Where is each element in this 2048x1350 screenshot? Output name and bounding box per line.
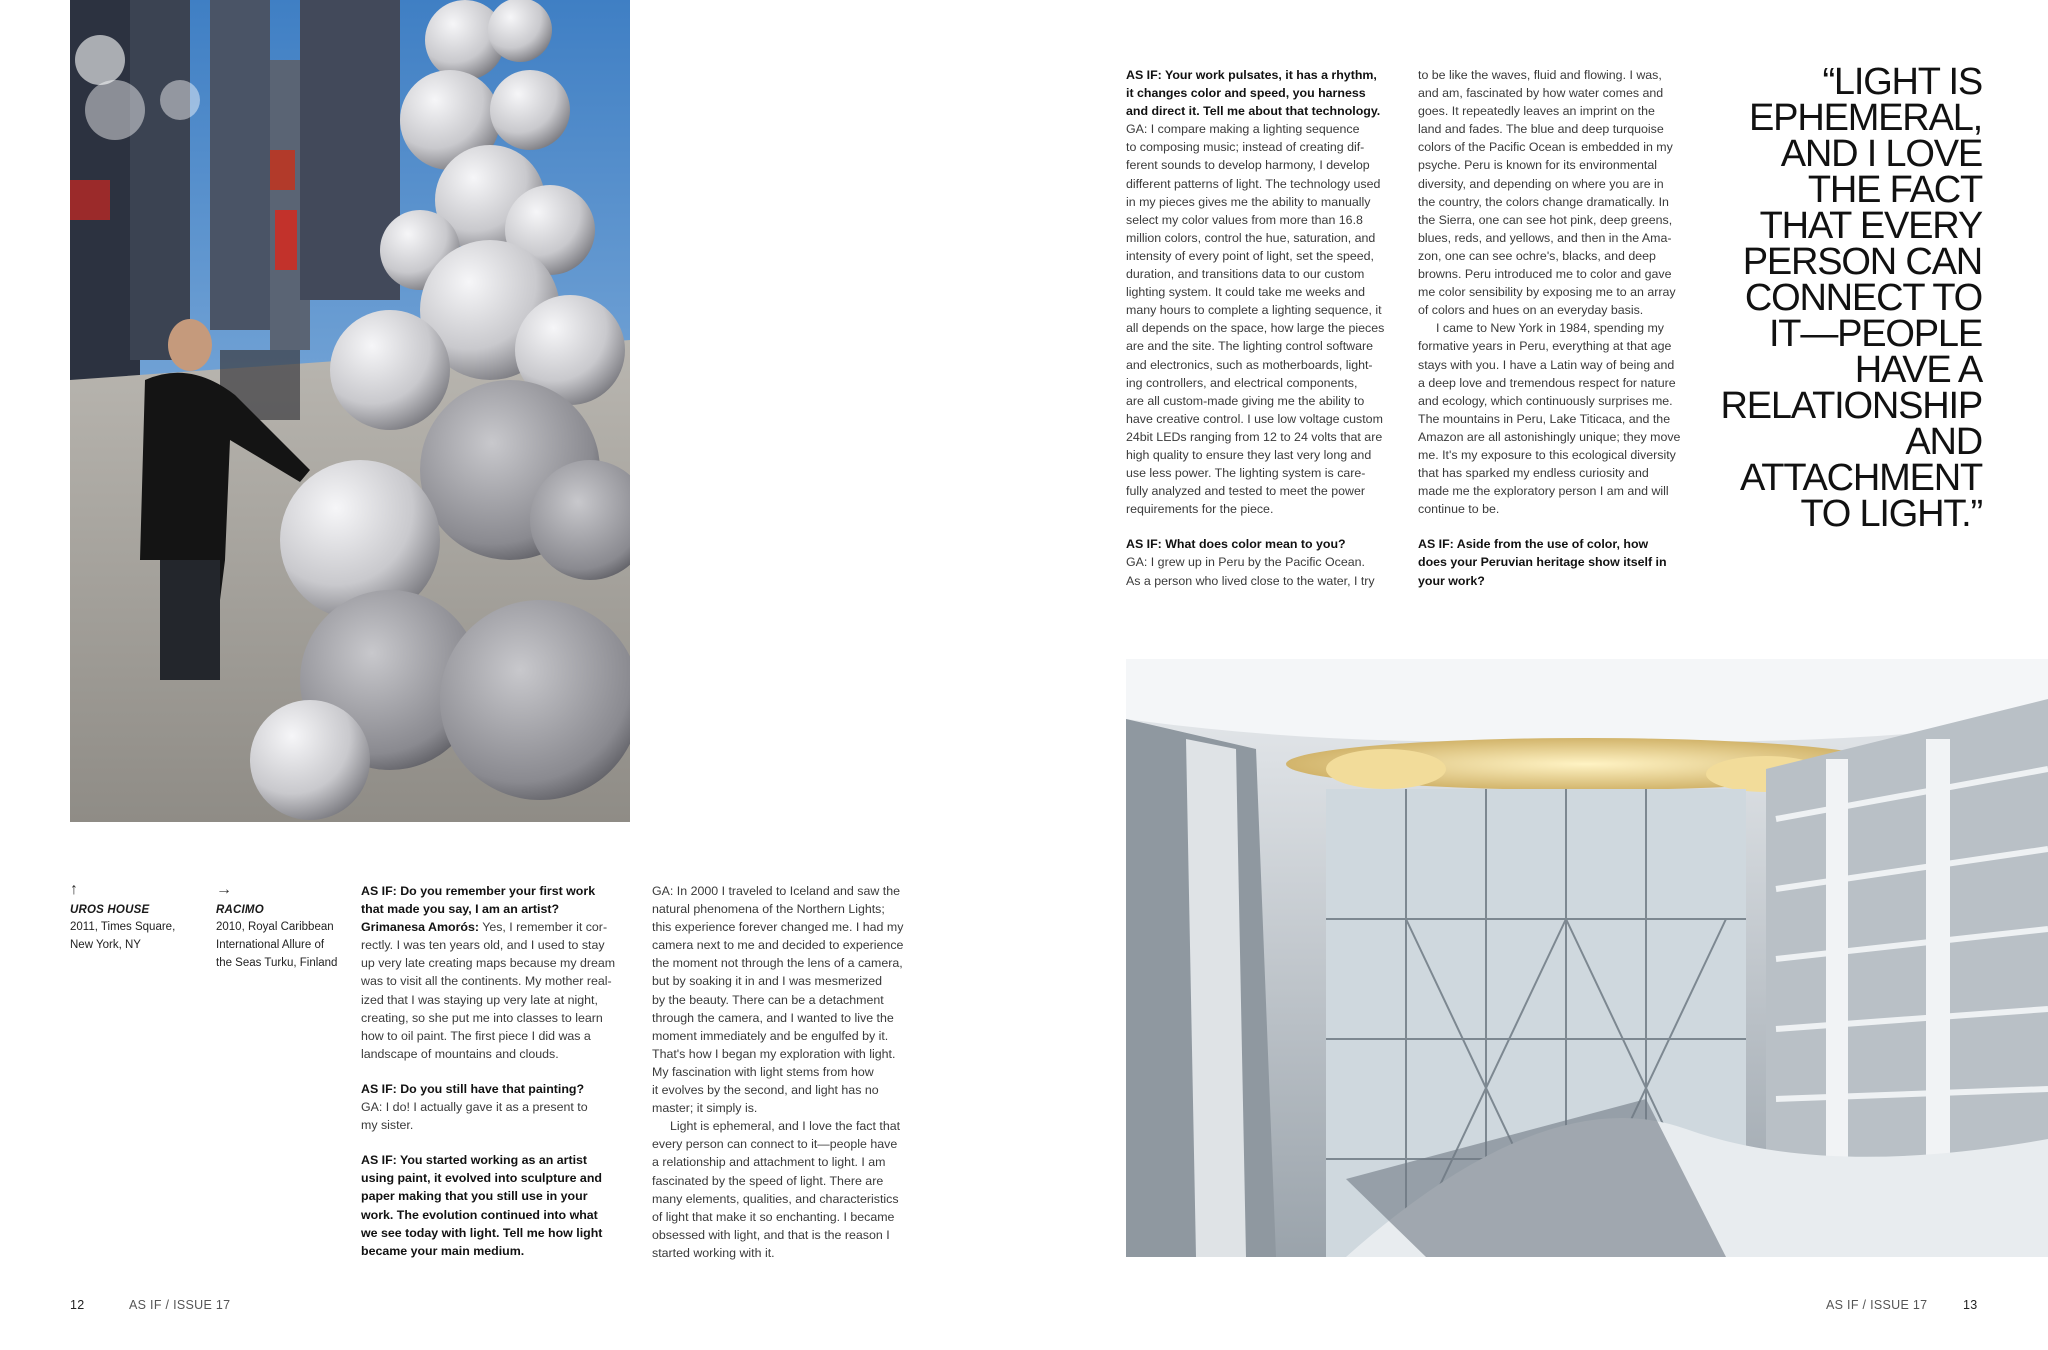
paragraph-line: a deep love and tremendous respect for nature <box>1418 375 1676 390</box>
paragraph-line: diversity, and depending on where you are in <box>1418 176 1664 191</box>
answer-line: how to oil paint. The first piece I did was a <box>361 1028 591 1043</box>
paragraph-line: moment immediately and be engulfed by it. <box>652 1028 889 1043</box>
article-column-4 <box>1418 66 1698 590</box>
answer-line: rectly. I was ten years old, and I used to stay <box>361 938 605 953</box>
answer-line: was to visit all the continents. My mother real- <box>361 974 612 989</box>
paragraph-line: but by soaking it in and I was mesmerized <box>652 974 883 989</box>
paragraph-line: land and fades. The blue and deep turquoise <box>1418 122 1664 137</box>
paragraph-line: blues, reds, and yellows, and then in the Ama- <box>1418 230 1672 245</box>
paragraph-line: this experience forever changed me. I had my <box>652 920 904 935</box>
pull-quote-line: TO LIGHT.” <box>1800 493 1982 535</box>
arrow-right-icon: → <box>216 881 232 898</box>
answer-line: are and the site. The lighting control software <box>1126 339 1374 354</box>
answer-line: in my pieces gives me the ability to manually <box>1126 194 1371 209</box>
arrow-up-icon: ↑ <box>70 881 78 898</box>
caption-line: International Allure of <box>216 939 325 951</box>
caption-uros-house <box>70 882 200 954</box>
answer-line: duration, and transitions data to our custom <box>1126 267 1365 282</box>
paragraph-line: many elements, qualities, and characteristics <box>652 1191 899 1206</box>
answer-line: to composing music; instead of creating dif- <box>1126 140 1365 155</box>
speaker: Grimanesa Amorós: <box>361 920 479 935</box>
question: work. The evolution continued into what <box>361 1207 598 1222</box>
paragraph-line: that has sparked my endless curiosity and <box>1418 466 1649 481</box>
answer-line: creating, so she put me into classes to learn <box>361 1010 603 1025</box>
paragraph-line: made me the exploratory person I am and will <box>1418 484 1669 499</box>
answer-line: are all custom-made giving me the ability to <box>1126 393 1365 408</box>
answer-line: intensity of every point of light, set the speed, <box>1126 248 1374 263</box>
caption-title: UROS HOUSE <box>70 904 150 916</box>
paragraph-line: camera next to me and decided to experience <box>652 938 904 953</box>
paragraph-line: Amazon are all astonishingly unique; they move <box>1418 429 1681 444</box>
question: AS IF: What does color mean to you? <box>1126 537 1346 552</box>
paragraph-line: through the camera, and I wanted to live the <box>652 1010 894 1025</box>
running-title-right: AS IF / ISSUE 17 <box>1826 1298 1928 1312</box>
paragraph-line: stays with you. I have a Latin way of being and <box>1418 357 1675 372</box>
answer-line: high quality to ensure they last very long and <box>1126 447 1372 462</box>
question: we see today with light. Tell me how light <box>361 1225 603 1240</box>
question: using paint, it evolved into sculpture and <box>361 1171 602 1186</box>
pull-quote-line: IT—PEOPLE <box>1768 313 1982 355</box>
paragraph-line: by the beauty. There can be a detachment <box>652 992 884 1007</box>
paragraph-line: I came to New York in 1984, spending my <box>1436 321 1664 336</box>
paragraph-line: obsessed with light, and that is the reason I <box>652 1227 890 1242</box>
answer-line: and electronics, such as motherboards, light- <box>1126 357 1373 372</box>
caption-racimo <box>216 882 356 972</box>
paragraph-line: colors of the Pacific Ocean is embedded in my <box>1418 140 1673 155</box>
paragraph-line: GA: In 2000 I traveled to Iceland and saw the <box>652 884 900 898</box>
page-number-left: 12 <box>70 1298 85 1312</box>
paragraph-line: me. It's my exposure to this ecological diversity <box>1418 447 1676 462</box>
question: AS IF: Aside from the use of color, how <box>1418 537 1649 552</box>
answer-line: GA: I compare making a lighting sequence <box>1126 122 1360 137</box>
article-column-2 <box>652 882 927 1262</box>
answer-line: have creative control. I use low voltage custom <box>1126 411 1383 426</box>
paragraph-line: psyche. Peru is known for its environmental <box>1418 158 1657 173</box>
pull-quote-line: THE FACT <box>1807 169 1982 211</box>
pull-quote-line: “LIGHT IS <box>1822 61 1982 103</box>
answer-line: lighting system. It could take me weeks and <box>1126 285 1365 300</box>
paragraph-line: formative years in Peru, everything at that age <box>1418 339 1672 354</box>
answer-line: Yes, I remember it cor- <box>478 920 608 935</box>
answer-line: all depends on the space, how large the pieces <box>1126 321 1385 336</box>
answer-line: 24bit LEDs ranging from 12 to 24 volts that are <box>1126 429 1383 444</box>
paragraph-line: of light that make it so enchanting. I became <box>652 1209 895 1224</box>
running-title-left: AS IF / ISSUE 17 <box>129 1298 231 1312</box>
pull-quote-line: THAT EVERY <box>1759 205 1982 247</box>
paragraph-line: of colors and hues on an everyday basis. <box>1418 303 1644 318</box>
question: AS IF: Your work pulsates, it has a rhythm, <box>1126 68 1377 82</box>
pull-quote-line: HAVE A <box>1854 349 1982 391</box>
paragraph-line: My fascination with light stems from how <box>652 1064 874 1079</box>
pull-quote-line: CONNECT TO <box>1744 277 1982 319</box>
paragraph-line: every person can connect to it—people have <box>652 1137 898 1152</box>
paragraph-line: started working with it. <box>652 1245 775 1260</box>
paragraph-line: the moment not through the lens of a camera, <box>652 956 903 971</box>
pull-quote-line: ATTACHMENT <box>1739 457 1982 499</box>
answer-line: use less power. The lighting system is care- <box>1126 466 1366 481</box>
paragraph-line: and ecology, which continuously surprises me. <box>1418 393 1673 408</box>
question: became your main medium. <box>361 1243 525 1258</box>
caption-title: RACIMO <box>216 904 264 916</box>
question: and direct it. Tell me about that technology. <box>1126 104 1381 119</box>
answer-line: landscape of mountains and clouds. <box>361 1046 559 1061</box>
paragraph-line: zon, one can see ochre's, blacks, and deep <box>1418 248 1656 263</box>
paragraph-line: fascinated by the speed of light. There are <box>652 1173 884 1188</box>
article-column-1 <box>361 882 631 1260</box>
paragraph-line: goes. It repeatedly leaves an imprint on the <box>1418 104 1655 119</box>
paragraph-line: the country, the colors change dramatically. In <box>1418 194 1669 209</box>
paragraph-line: continue to be. <box>1418 502 1500 517</box>
paragraph-line: Light is ephemeral, and I love the fact that <box>670 1119 901 1134</box>
caption-line: the Seas Turku, Finland <box>216 957 338 969</box>
pull-quote-line: AND I LOVE <box>1780 133 1982 175</box>
answer-line: ized that I was staying up very late at night, <box>361 992 598 1007</box>
question: it changes color and speed, you harness <box>1126 86 1366 101</box>
caption-line: 2011, Times Square, <box>70 921 176 933</box>
question: AS IF: Do you still have that painting? <box>361 1081 585 1096</box>
paragraph-line: The mountains in Peru, Lake Titicaca, and the <box>1418 411 1671 426</box>
article-column-3 <box>1126 66 1404 590</box>
photo-racimo <box>1126 659 2048 1257</box>
question: AS IF: You started working as an artist <box>361 1153 588 1168</box>
pull-quote-line: AND <box>1905 421 1982 463</box>
pull-quote-line: EPHEMERAL, <box>1749 97 1982 139</box>
question: paper making that you still use in your <box>361 1189 588 1204</box>
pull-quote <box>1700 61 1982 535</box>
caption-line: 2010, Royal Caribbean <box>216 921 334 933</box>
photo-uros-house <box>70 0 630 822</box>
answer-line: up very late creating maps because my dream <box>361 956 616 971</box>
paragraph-line: a relationship and attachment to light. I am <box>652 1155 886 1170</box>
question: does your Peruvian heritage show itself in <box>1418 555 1667 570</box>
answer-line: ing controllers, and electrical components, <box>1126 375 1358 390</box>
paragraph-line: to be like the waves, fluid and flowing. I was, <box>1418 68 1662 82</box>
answer-line: select my color values from more than 16.8 <box>1126 212 1363 227</box>
paragraph-line: master; it simply is. <box>652 1101 758 1116</box>
paragraph-line: me color sensibility by exposing me to an array <box>1418 285 1676 300</box>
answer-line: GA: I grew up in Peru by the Pacific Ocean. <box>1126 555 1365 570</box>
answer-line: many hours to complete a lighting sequence, it <box>1126 303 1382 318</box>
caption-line: New York, NY <box>70 939 141 951</box>
question: your work? <box>1418 573 1485 588</box>
question: AS IF: Do you remember your first work <box>361 884 596 898</box>
answer-line: requirements for the piece. <box>1126 502 1274 517</box>
answer-line: As a person who lived close to the water, I try <box>1126 573 1375 588</box>
answer-line: ferent sounds to develop harmony, I develop <box>1126 158 1370 173</box>
paragraph-line: natural phenomena of the Northern Lights; <box>652 902 885 917</box>
answer-line: my sister. <box>361 1118 414 1133</box>
paragraph-line: and am, fascinated by how water comes and <box>1418 86 1664 101</box>
question: that made you say, I am an artist? <box>361 902 560 917</box>
answer-line: GA: I do! I actually gave it as a present to <box>361 1100 588 1115</box>
paragraph-line: the Sierra, one can see hot pink, deep greens, <box>1418 212 1673 227</box>
paragraph-line: browns. Peru introduced me to color and gave <box>1418 267 1672 282</box>
paragraph-line: That's how I began my exploration with light. <box>652 1046 896 1061</box>
pull-quote-line: RELATIONSHIP <box>1720 385 1982 427</box>
answer-line: fully analyzed and tested to meet the power <box>1126 484 1366 499</box>
page-number-right: 13 <box>1963 1298 1978 1312</box>
pull-quote-line: PERSON CAN <box>1742 241 1982 283</box>
answer-line: different patterns of light. The technology used <box>1126 176 1381 191</box>
answer-line: million colors, control the hue, saturation, and <box>1126 230 1376 245</box>
paragraph-line: it evolves by the second, and light has no <box>652 1083 879 1098</box>
